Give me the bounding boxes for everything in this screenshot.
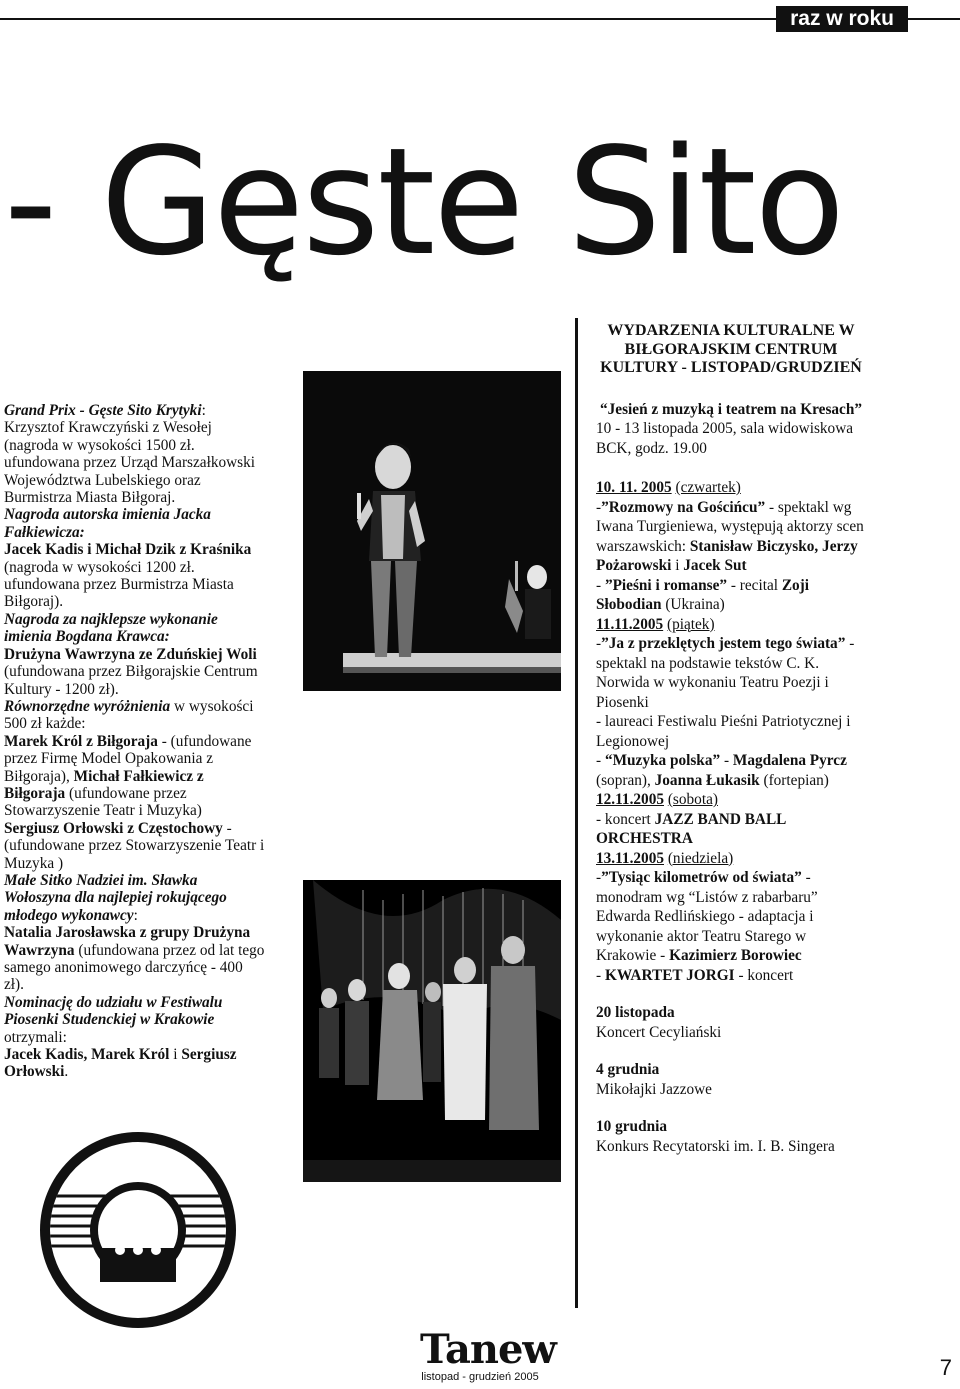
page-number: 7 <box>939 1355 952 1380</box>
award-4-winner-1: Marek Król z Biłgoraja <box>4 732 158 750</box>
magazine-brand: Tanew <box>420 1326 556 1373</box>
award-2-winner: Jacek Kadis i Michał Dzik z Kraśnika <box>4 541 252 559</box>
festival-logo-illustration <box>38 1130 238 1330</box>
singer-photo-illustration <box>303 371 561 691</box>
awards-column <box>4 402 266 1081</box>
award-3-winner: Drużyna Wawrzyna ze Zduńskiej Woli <box>4 645 257 663</box>
top-bar <box>0 6 960 28</box>
grand-prix: Grand Prix - Gęste Sito Krytyki: Krzysztof Krawczyński z Wesołej (nagroda w wysokości 1500 zł. ufundowana przez Urząd Marszałkowski Województwa Lubelskiego oraz Burmistrza Miasta Biłgoraj. <box>4 402 256 507</box>
day-4-date: 13.11.2005 <box>596 849 664 867</box>
event-jazz-band: JAZZ BAND BALL ORCHESTRA <box>596 810 786 847</box>
event-norwid: ”Ja z przeklętych jestem tego świata” <box>601 635 846 652</box>
group-photo-illustration <box>303 880 561 1182</box>
event-4-dec: 4 grudnia Mikołajki Jazzowe <box>596 1061 712 1098</box>
award-2 <box>4 506 266 610</box>
award-5-label: Małe Sitko Nadziei im. Sławka Wołoszyna dla najlepiej rokującego młodego wykonawcy <box>4 871 227 924</box>
award-4: Równorzędne wyróżnienia w wysokości 500 zł każde: Marek Król z Biłgoraja - (ufundowane przez Firmę Model Opakowania z Biłgoraja), Michał Fałkiewicz z Biłgoraja (ufundowane przez Stowarzyszenie Teatr i Muzyka) Sergiusz Orłowski z Częstochowy - (ufundowane przez Stowarzyszenie Teatr i Muzyka ) <box>4 697 265 872</box>
event-tysiac-km: ”Tysiąc kilometrów od świata” <box>601 869 802 886</box>
award-4-label: Równorzędne wyróżnienia <box>4 697 171 715</box>
section-tag: raz w roku <box>776 6 908 32</box>
photo-finale-group <box>303 880 561 1182</box>
event-piesni: ”Pieśni i romanse” <box>604 576 728 594</box>
event-muzyka-polska: “Muzyka polska” <box>604 752 721 769</box>
issue-date: listopad - grudzień 2005 <box>421 1371 539 1383</box>
award-3-label: Nagroda za najklepsze wykonanie imienia Bogdana Krawca: <box>4 610 218 646</box>
photo-stage-singer <box>303 371 561 691</box>
grand-prix-label: Grand Prix - Gęste Sito Krytyki <box>4 402 202 419</box>
award-5-winner: Natalia Jarosławska z grupy Drużyna Wawrzyna <box>4 924 251 959</box>
event-20-nov: 20 listopada Koncert Cecyliański <box>596 1004 722 1041</box>
award-6-label: Nominację do udziału w Festiwalu Piosenki Studenckiej w Krakowie <box>4 993 223 1029</box>
grand-prix-winner: Krzysztof Krawczyński z Wesołej <box>4 419 212 437</box>
event-10-dec: 10 grudnia Konkurs Recytatorski im. I. B. Singera <box>596 1118 835 1155</box>
festival-title: “Jesień z muzyką i teatrem na Kresach” <box>600 400 862 418</box>
day-1: 10. 11. 2005 (czwartek) -”Rozmowy na Gościńcu” - spektakl wg Iwana Turgieniewa, występują aktorzy scen warszawskich: Stanisław Biczysko, Jerzy Pożarowski i Jacek Sut - ”Pieśni i romanse” - recital Zoji Słobodian (Ukraina) <box>596 479 864 613</box>
event-rozmowy: ”Rozmowy na Gościńcu” <box>601 498 766 516</box>
events-heading: WYDARZENIA KULTURALNE W BIŁGORAJSKIM CENTRUM KULTURY - LISTOPAD/GRUDZIEŃ <box>600 322 862 376</box>
award-2-label: Nagroda autorska imienia Jacka Fałkiewicza: <box>4 506 211 541</box>
award-6-winner-2: Sergiusz Orłowski <box>4 1046 237 1081</box>
events-column <box>596 322 866 1156</box>
festival-detail: 10 - 13 listopada 2005, sala widowiskowa BCK, godz. 19.00 <box>596 420 854 457</box>
award-3 <box>4 611 266 698</box>
grand-prix-detail: (nagroda w wysokości 1500 zł. ufundowana przez Urząd Marszałkowski Województwa Lubelskiego oraz Burmistrza Miasta Biłgoraj. <box>4 436 256 507</box>
day-2: 11.11.2005 (piątek) -”Ja z przeklętych jestem tego świata” - spektakl na podstawie tekstów C. K. Norwida w wykonaniu Teatru Poezji i Piosenki - laureaci Festiwalu Pieśni Patriotycznej i Legionowej - “Muzyka polska” - Magdalena Pyrcz (sopran), Joanna Łukasik (fortepian) <box>596 615 855 789</box>
award-4-winner-2: Michał Fałkiewicz z Biłgoraja <box>4 767 204 802</box>
award-6: Nominację do udziału w Festiwalu Piosenki Studenckiej w Krakowie otrzymali: Jacek Kadis, Marek Król i Sergiusz Orłowski. <box>4 993 237 1081</box>
footer-masthead <box>420 1326 556 1384</box>
event-kwartet-jorgi: KWARTET JORGI <box>604 966 735 984</box>
award-6-winner-1: Jacek Kadis, Marek Król <box>4 1046 170 1064</box>
day-2-date: 11.11.2005 <box>596 615 664 633</box>
page-title: - Gęste Sito <box>4 116 844 288</box>
day-3-date: 12.11.2005 <box>596 791 664 808</box>
day-3: 12.11.2005 (sobota) - koncert JAZZ BAND BALL ORCHESTRA <box>596 791 786 847</box>
day-1-date: 10. 11. 2005 <box>596 479 672 496</box>
day-4: 13.11.2005 (niedziela) -”Tysiąc kilometrów od świata” - monodram wg “Listów z rabarbaru” Edwarda Redlińskiego - adaptacja i wykonanie aktor Teatru Starego w Krakowie - Kazimierz Borowiec - KWARTET JORGI - koncert <box>596 849 818 984</box>
column-divider <box>575 318 578 1308</box>
award-4-winner-3: Sergiusz Orłowski z Częstochowy <box>4 819 223 837</box>
award-5: Małe Sitko Nadziei im. Sławka Wołoszyna dla najlepiej rokującego młodego wykonawcy: Natalia Jarosławska z grupy Drużyna Wawrzyna (ufundowana przez od lat tego samego anonimowego darczyńcę - 400 zł). <box>4 871 265 994</box>
award-2-detail: (nagroda w wysokości 1200 zł. ufundowana przez Burmistrza Miasta Biłgoraj). <box>4 558 234 611</box>
award-3-detail: (ufundowana przez Biłgorajskie Centrum Kultury - 1200 zł). <box>4 663 258 698</box>
